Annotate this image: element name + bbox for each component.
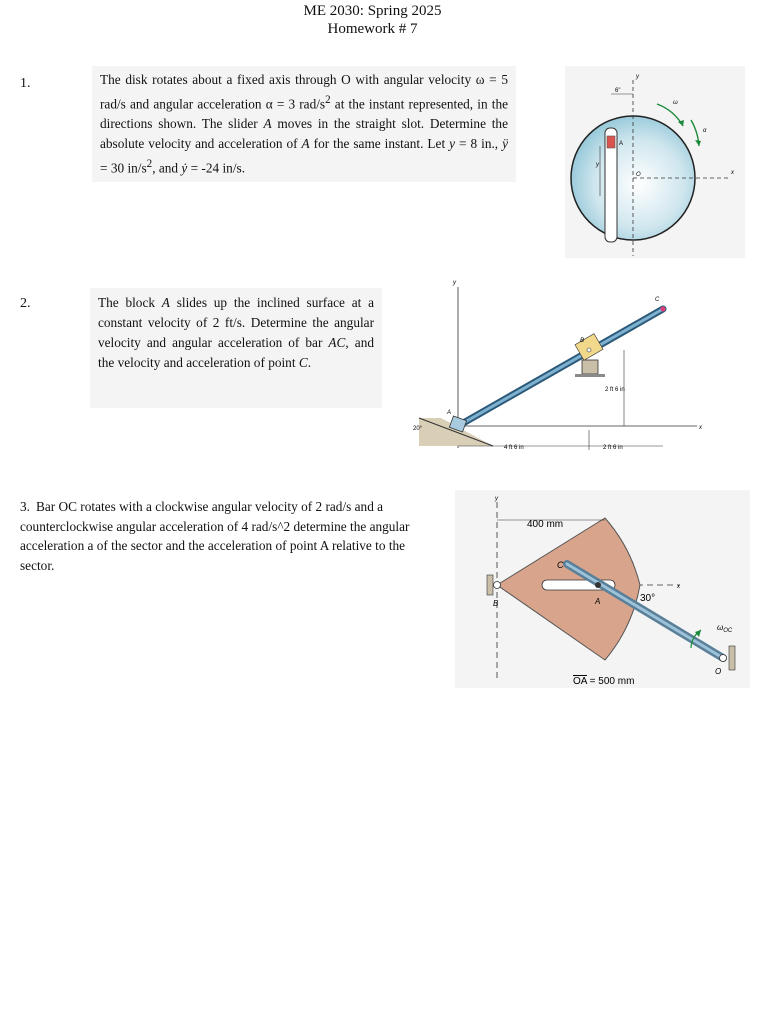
problem-1-text-box [92,66,516,182]
pin-support-b [487,575,493,595]
dimension-left-label: 4 ft 6 in [504,445,524,451]
incline-angle-label: 20° [413,426,423,432]
problem-2-figure [405,272,715,462]
course-title: ME 2030: Spring 2025 [303,3,442,19]
y-axis-label: y [495,496,498,502]
problem-2-number: 2. [20,296,31,311]
problem-3-text: Bar OC rotates with a clockwise angular velocity of 2 rad/s and a counterclockwise angular acceleration of 4 rad/s^2 determine the angular acceleration a of the sector and the acceleration of point A relative to the sector. [20,499,410,573]
point-b-label: B [580,338,585,344]
height-label: 2 ft 6 in [605,387,625,393]
point-c-label: C [655,297,660,303]
point-o-label: O [715,667,722,676]
support-ground [575,374,605,377]
pin-support-o [729,646,735,670]
y-axis-label: y [636,74,639,80]
problem-1-figure [565,66,745,258]
dimension-400-label: 400 mm [527,519,564,530]
problem-2-text-box [90,288,382,408]
dimension-y-label: y [596,162,599,168]
alpha-label: α [703,128,707,134]
pin-o [720,655,727,662]
dimension-right-label: 2 ft 6 in [603,445,623,451]
problem-1-text: The disk rotates about a fixed axis through O with angular velocity ω = 5 rad/s and angular acceleration α = 3 rad/$s^2$ at the instant represented, in the directions shown. The slider A moves in the straight slot. Determine the absolute velocity and acceleration of A for the same instant. Let y = 8 in., ÿ = 30 $in/s^2$, and ẏ = -24 in/s. [100,72,508,176]
oa-length-label: OA = 500 mm [573,676,635,687]
offset-label: 6" [615,88,621,94]
x-axis-label: x [677,584,680,590]
problem-3-text-block [20,497,430,575]
y-axis-label: y [453,280,456,286]
slider-a-block [607,136,615,148]
point-c-label: C [557,560,564,570]
problem-1-number: 1. [20,76,31,91]
pin-b [587,348,591,352]
angle-label: 30° [640,593,656,604]
pin-b [494,582,501,589]
problem-3-figure [455,490,750,688]
x-axis-label: x [731,170,734,176]
problem-3-number: 3. [20,499,30,514]
homework-title: Homework # 7 [327,21,418,37]
center-o-label: O [636,172,641,178]
point-a-label: A [447,410,452,416]
pin-support-b [582,360,598,374]
point-a-label: A [595,597,601,606]
point-b-label: B [493,599,499,608]
slider-a-label: A [619,141,624,147]
omega-label: ω [673,100,678,106]
problem-2-text: The block A slides up the inclined surface at a constant velocity of 2 ft/s. Determine the angular velocity and angular acceleration of bar AC, and the velocity and acceleration of point C. [98,295,374,370]
point-c-marker [661,307,666,312]
bar-ac-highlight [458,309,663,426]
omega-oc-label: $\omega_{OC}$ [717,623,733,634]
x-axis-label: x [699,425,702,431]
point-a-marker [595,582,601,588]
